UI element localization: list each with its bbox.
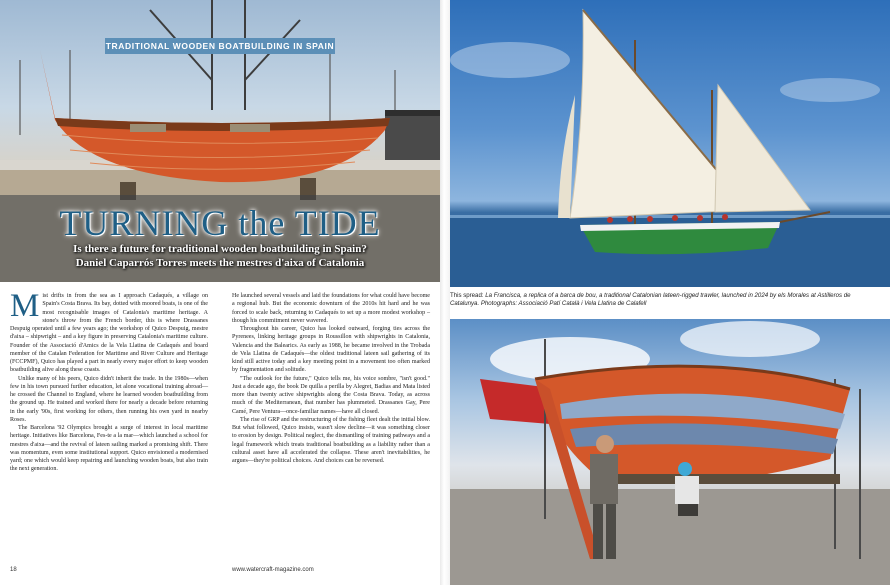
- page-number: 18: [10, 567, 17, 573]
- magazine-url: www.watercraft-magazine.com: [232, 567, 314, 573]
- paragraph: Throughout his career, Quico has looked outward, forging ties across the Pyrenees, linking heritage groups in Roussillon with shipwrights in Catalonia, Valencia and the Balearics. As early as 1988, he became involved in the Trobada de Vela Llatina de Cadaqués—the oldest traditional lateen sail gathering of its kind still active today and a key meeting point in a movement too often marked by fragmentation and solitude.: [232, 326, 430, 374]
- article-deck: [20, 242, 420, 270]
- drop-cap: M: [10, 288, 40, 324]
- paragraph-text: ist drifts in from the sea as I approach Cadaqués, a village on Spain's Costa Brava. Its bay, dotted with moored boats, is one of the most recognisable images of Catalonia's maritime heritage. A stone's throw from the French border, this is where Drassanes Despuig operated until a few years ago; the workshop of Quico Despuig, mestre d'aixa – shipwright – and a key figure in preserving Catalonia's maritime culture. Founder of the Associació d'Amics de la Vela Llatina de Cadaqués and board member of the Catalan Federation for Maritime and River Culture and Heritage (FCCPMF), Quico has played a part in nearly every major effort to keep wooden boatbuilding alive along these coasts.: [10, 293, 208, 374]
- paragraph: He launched several vessels and laid the foundations for what could have become a regional hub. But the economic downturn of the 2010s hit hard and he was forced to scale back, returning to Cadaqués to set up a more modest workshop – though his commitment never wavered.: [232, 293, 430, 324]
- paragraph: The rise of GRP and the restructuring of the fishing fleet dealt the initial blow. But what followed, Quico insists, wasn't slow decline—it was something closer to erosion by design. Political neglect, the dismantling of training pathways and a legal framework which treats traditional boatbuilding as a liability rather than a cultural asset have all accelerated the collapse. These aren't inevitabilities, he argues—they're political choices. And choices can be reversed.: [232, 416, 430, 464]
- body-column-2: [232, 292, 430, 465]
- photo-lateen-sailboat: [450, 0, 890, 287]
- article-headline: TURNING the TIDE: [59, 203, 381, 243]
- article-body: [10, 288, 430, 557]
- photo-caption: [450, 292, 880, 308]
- left-page: [0, 0, 440, 585]
- caption-credit: Photographs: Associació Patí Català i Vela Llatina de Calafell: [480, 300, 647, 307]
- caption-lead: This spread:: [450, 292, 486, 299]
- page-gutter: [440, 0, 450, 585]
- hero-photo-boat-hull: [0, 0, 440, 282]
- photo-shipwrights-at-work: [450, 319, 890, 585]
- paragraph: [10, 288, 208, 375]
- sailboat-illustration: [450, 0, 890, 287]
- deck-line-1: Is there a future for traditional wooden boatbuilding in Spain?: [73, 243, 367, 255]
- paragraph: Unlike many of his peers, Quico didn't inherit the trade. In the 1980s—when few in his town pursued further education, let alone vocational training abroad—he crossed the Channel to England, where he learned wooden boatbuilding from the ground up. He trained and worked there for nearly a decade before returning in the early '90s, first working for others, then running his own yard in nearby Roses.: [10, 375, 208, 423]
- body-column-1: [10, 288, 208, 474]
- section-kicker: TRADITIONAL WOODEN BOATBUILDING IN SPAIN: [105, 38, 335, 54]
- deck-line-2: Daniel Caparrós Torres meets the mestres d'aixa of Catalonia: [75, 257, 365, 269]
- paragraph: "The outlook for the future," Quico tells me, his voice sombre, "isn't good." Just a decade ago, the book De quilla a perilla by Alegret, Badias and Mata listed more than twenty active shipwrights along the Costa Brava. Today, as across much of the Mediterranean, that number has plummeted. Drassanes Gay, Pere Camé, Pere Ventura—once-familiar names—have all closed.: [232, 375, 430, 415]
- paragraph: The Barcelona '92 Olympics brought a surge of interest in local maritime heritage. Initiatives like Barcelona, Fes-te a la mar—which launched a school for mestres d'aixa—and the revival of lateen sailing marked a promising shift. There was momentum, even some institutional support. Quico envisioned a modernised yard; one which would keep repairing and launching wooden boats, but also train the next generation.: [10, 425, 208, 473]
- right-page: [450, 0, 890, 585]
- hull-repair-illustration: [450, 319, 890, 585]
- caption-text: La Francisca, a replica of a barca de bou, a traditional Catalonian lateen-rigged trawler, launched in 2024 by els Morales at Astilleros de Catalunya.: [450, 292, 851, 307]
